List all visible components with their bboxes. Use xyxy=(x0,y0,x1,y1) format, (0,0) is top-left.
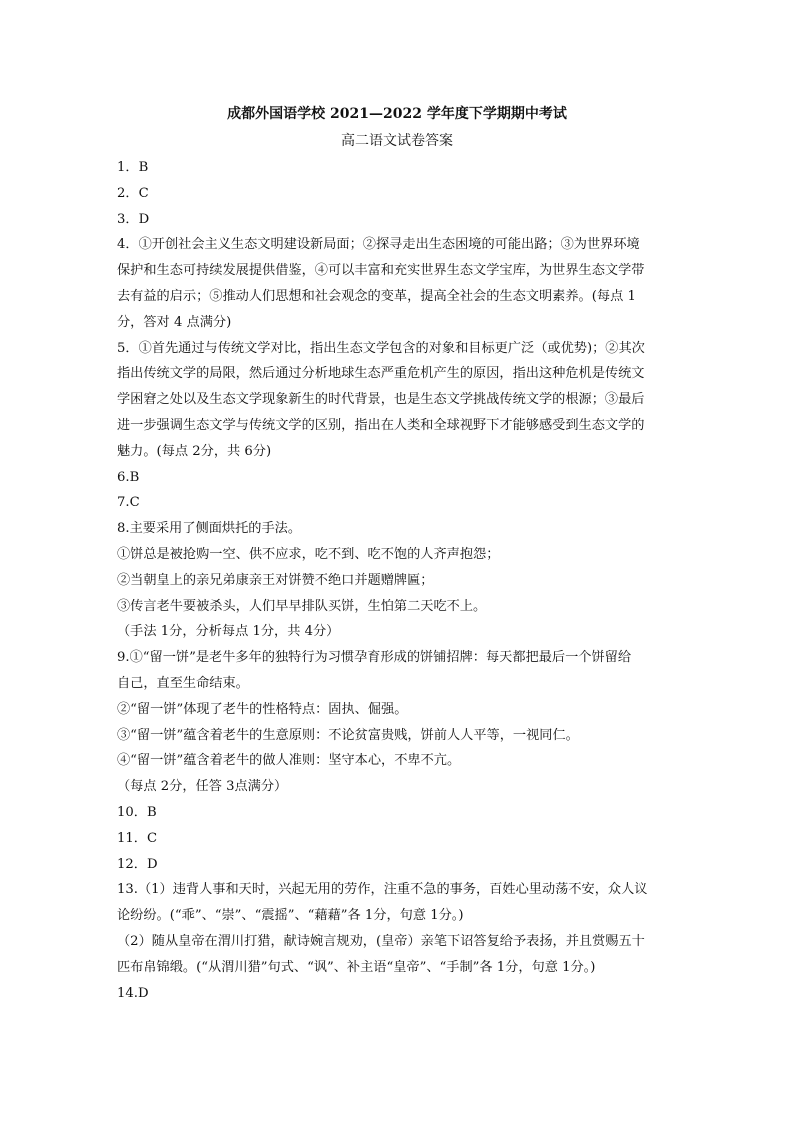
answer-line: 3．D xyxy=(117,211,150,227)
answer-line: 2．C xyxy=(117,185,149,201)
answer-line: 去有益的启示；⑤推动人们思想和社会观念的变革，提高全社会的生态文明素养。(每点 1 xyxy=(117,288,636,304)
answer-line: 进一步强调生态文学与传统文学的区别，指出在人类和全球视野下才能够感受到生态文学的 xyxy=(117,417,645,433)
answer-line: ①饼总是被抢购一空、供不应求，吃不到、吃不饱的人齐声抱怨； xyxy=(117,546,500,562)
answer-line: ③“留一饼”蕴含着老牛的生意原则：不论贫富贵贱，饼前人人平等，一视同仁。 xyxy=(117,727,579,743)
answer-line: （每点 2分，任答 3点满分） xyxy=(117,779,288,795)
answer-line: 9.①“留一饼”是老牛多年的独特行为习惯孕育形成的饼铺招牌：每天都把最后一个饼留给 xyxy=(117,650,631,666)
answer-body xyxy=(117,155,677,1006)
answer-line: 10．B xyxy=(117,804,157,820)
answer-line: 匹布帛锦缎。(“从渭川猎”句式、“讽”、补主语“皇帝”、“手制”各 1分，句意 1分。) xyxy=(117,959,596,975)
answer-line: （2）随从皇帝在渭川打猎，献诗婉言规劝，(皇帝）亲笔下诏答复给予表扬，并且赏赐五十 xyxy=(117,933,645,949)
answer-line: 4．①开创社会主义生态文明建设新局面；②探寻走出生态困境的可能出路；③为世界环境 xyxy=(117,237,640,253)
answer-line: 指出传统文学的局限，然后通过分析地球生态严重危机产生的原因，指出这种危机是传统文 xyxy=(117,366,645,382)
answer-line: 13.（1）违背人事和天时，兴起无用的劳作，注重不急的事务，百姓心里动荡不安，众人议 xyxy=(117,882,648,898)
exam-subtitle: 高二语文试卷答案 xyxy=(341,133,453,149)
answer-line: ③传言老牛要被杀头，人们早早排队买饼，生怕第二天吃不上。 xyxy=(117,598,487,614)
answer-line: 8.主要采用了侧面烘托的手法。 xyxy=(117,521,302,537)
answer-line: ②当朝皇上的亲兄弟康亲王对饼赞不绝口并题赠牌匾； xyxy=(117,572,434,588)
answer-line: 保护和生态可持续发展提供借鉴，④可以丰富和充实世界生态文学宝库，为世界生态文学带 xyxy=(117,263,645,279)
answer-line: 14.D xyxy=(117,985,149,1001)
answer-line: 12．D xyxy=(117,856,158,872)
answer-line: 学困窘之处以及生态文学现象新生的时代背景，也是生态文学挑战传统文学的根源；③最后 xyxy=(117,392,645,408)
answer-line: 论纷纷。(“乖”、“崇”、“震摇”、“藉藉”各 1分，句意 1分。) xyxy=(117,908,464,924)
answer-line: ④“留一饼”蕴含着老牛的做人准则：坚守本心，不卑不亢。 xyxy=(117,753,461,769)
answer-line: （手法 1分，分析每点 1分，共 4分） xyxy=(117,624,340,640)
answer-line: 魅力。(每点 2分，共 6分) xyxy=(117,443,272,459)
answer-line: 1．B xyxy=(117,160,149,175)
answer-line: ②“留一饼”体现了老牛的性格特点：固执、倔强。 xyxy=(117,701,408,717)
answer-line: 自己，直至生命结束。 xyxy=(117,675,249,691)
answer-line: 7.C xyxy=(117,495,140,511)
answer-line: 11．C xyxy=(117,830,158,846)
answer-line: 分，答对 4 点满分) xyxy=(117,314,232,330)
answer-line: 5．①首先通过与传统文学对比，指出生态文学包含的对象和目标更广泛（或优势)；②其次 xyxy=(117,340,645,356)
answer-line: 6.B xyxy=(117,469,140,485)
exam-title: 成都外国语学校 2021—2022 学年度下学期期中考试 xyxy=(227,106,567,122)
